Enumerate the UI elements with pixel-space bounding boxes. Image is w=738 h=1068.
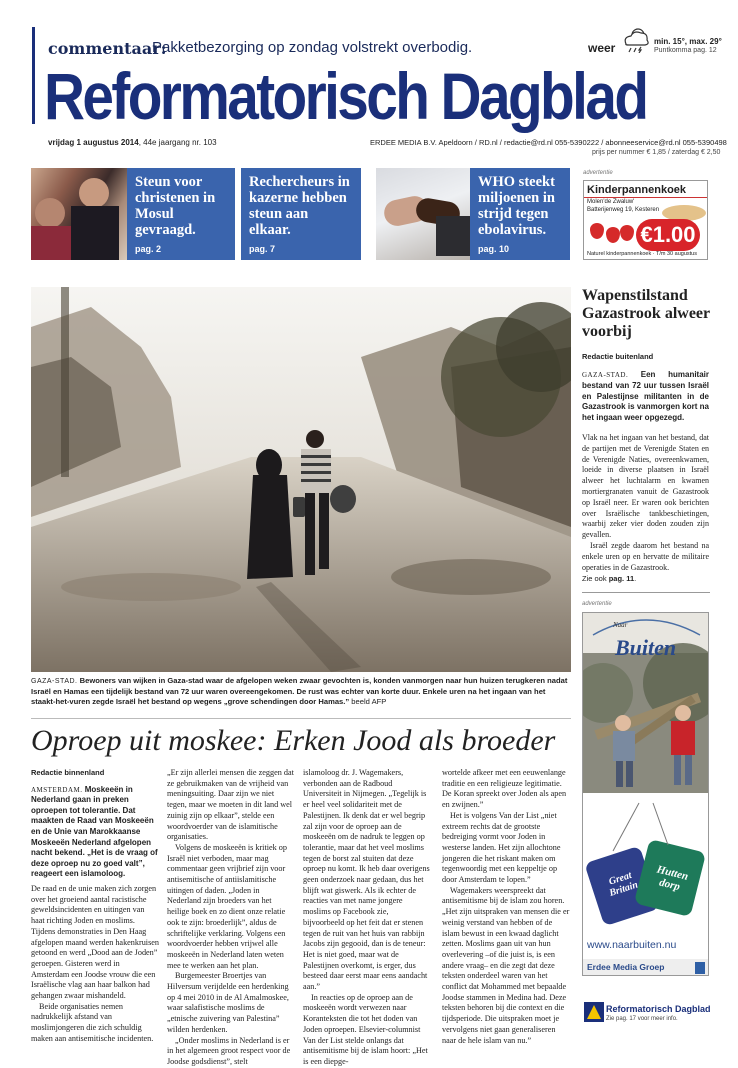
article-paragraph: Burgemeester Broertjes van Hilversum verijdelde een herdenking op 4 mei 2010 in de Al Amalmoskee, waar salafistische moslims de „etnische zuivering van Palestina” wilden herdenken. <box>167 971 289 1034</box>
weather-page-ref: Puntkomma pag. 12 <box>654 47 717 54</box>
ad-title: Kinderpannenkoek <box>587 184 687 196</box>
issue-date-line <box>48 138 217 147</box>
ad2-tag-great-britain: Great Britain <box>607 869 640 900</box>
main-dateline: AMSTERDAM. <box>31 785 83 794</box>
article-paragraph: Beide organisaties nemen nadrukkelijk afstand van moslimjongeren die zich schuldig maken aan antisemitische incidenten. <box>31 1001 154 1043</box>
ad-price-badge: €1.00 <box>636 219 700 251</box>
teaser-title: WHO steekt miljoenen in strijd tegen ebolavirus. <box>478 174 555 238</box>
masthead-accent-bar <box>32 27 35 60</box>
see-also-prefix: Zie ook <box>582 574 607 583</box>
teaser-title: Steun voor christenen in Mosul gevraagd. <box>135 174 216 238</box>
article-paragraph: „Er zijn allerlei mensen die zeggen dat ze gebruikmaken van de vrijheid van meningsuiting. Daar zijn we niet tegen, maar we moeten in dit land wel zuinig zijn op elkaar”, stelde een woordvoerder van de islamitische organisaties. <box>167 768 294 842</box>
naar-buiten-advertisement[interactable] <box>582 612 709 976</box>
strawberry-image <box>620 225 634 241</box>
main-article-lead <box>31 785 159 880</box>
ad2-logo-big: Buiten <box>615 635 677 660</box>
article-paragraph: Volgens de moskeeën is kritiek op Israël niet verboden, maar mag commentaar geen vrijbrief zijn voor antisemitische of antiislamitische uitingen of daden. „Joden in Nederland zijn broeders van het heilige boek en zo dient onze relatie ook te zijn: broederlijk”, aldus de schriftelijke verklaring. Volgens een woordvoerder hebben vrijwel alle moskeeën in Nederland laten weten mee te werken aan het plan. <box>167 842 287 970</box>
gaza-article-headline[interactable]: Wapenstilstand Gazastrook alweer voorbij <box>582 287 710 340</box>
weather-temperature: min. 15°, max. 29° <box>654 37 722 46</box>
issue-date: vrijdag 1 augustus 2014 <box>48 138 139 147</box>
gaza-paragraph: Vlak na het ingaan van het bestand, dat de partijen met de Verenigde Staten en de Verenigde Naties, overeenkwamen, loeide in diverse plaatsen in Israël alweer het luchtalarm en kwamen mortiergranaten vanuit de Gazastrook op Israël neer. Er waren ook berichten over Israëlische tankbeschietingen, waarbij zeker vier doden zouden zijn gevallen. <box>582 432 709 540</box>
gaza-article-byline: Redactie buitenland <box>582 352 654 361</box>
gaza-article-body <box>582 370 709 573</box>
teaser-photo-ebola[interactable] <box>376 168 470 260</box>
issue-edition: , 44e jaargang nr. 103 <box>138 138 217 147</box>
gaza-lead-text: Een humanitair bestand van 72 uur tussen Israël en Palestijnse militanten in de Gazastrook is vanmorgen kort na het ingaan weer opgezegd. <box>582 370 709 423</box>
ad-footer: Naturel kinderpannenkoek · T/m 30 augustus <box>587 251 697 257</box>
teaser-box-kazerne[interactable] <box>241 168 361 260</box>
footer-logo-subtitle: Zie pag. 17 voor meer info. <box>606 1016 678 1022</box>
strawberry-image <box>606 227 620 243</box>
main-article-headline[interactable]: Oproep uit moskee: Erken Jood als broeder <box>31 724 556 757</box>
weather-label: weer <box>588 41 616 55</box>
gaza-dateline: GAZA-STAD. <box>582 371 629 379</box>
article-paragraph: In reacties op de oproep aan de moskeeën wordt verwezen naar Koranteksten die tot het doden van Joden oproepen. Elsevier-columnist Van der List stelde onlangs dat antisemitisme bij de islam hoort: „Het is een diepge- <box>303 992 428 1066</box>
commentary-label: commentaar: <box>48 39 167 58</box>
main-article-column-2 <box>167 768 295 1068</box>
masthead-side-bar <box>32 60 35 124</box>
article-paragraph: wortelde afkeer met een eeuwenlange traditie en een religieuze legitimatie. De Koran spreekt over Joden als apen en zwijnen.” <box>442 768 567 810</box>
pancake-advertisement[interactable] <box>583 180 708 260</box>
column-divider <box>582 592 710 593</box>
gaza-paragraph: Israël zegde daarom het bestand na enkele uren op en hervatte de militaire operaties in de Gazastrook. <box>582 540 709 572</box>
hero-photo-caption <box>31 676 571 707</box>
main-article-column-4 <box>442 768 570 1046</box>
main-article-byline: Redactie binnenland <box>31 768 105 777</box>
section-divider <box>31 718 571 719</box>
teaser-title: Rechercheurs in kazerne hebben steun aan elkaar. <box>249 174 350 238</box>
ad2-website-link[interactable]: www.naarbuiten.nu <box>587 939 677 951</box>
teaser-photo-mosul[interactable] <box>31 168 127 260</box>
teaser-box-ebola[interactable] <box>470 168 570 260</box>
price-line: prijs per nummer € 1,85 / zaterdag € 2,50 <box>592 149 721 156</box>
article-paragraph: islamoloog dr. J. Wagemakers, verbonden aan de Radboud Universiteit in Nijmegen. „Tegelijk is er heel veel solidariteit met de Palestijnen. Ik denk dat er wel begrip zal zijn voor de oproep aan de moskeeën om de nadruk te leggen op tolerantie, maar dat het veel moslims tegen de borst zal stuiten dat deze oproep nu komt. Ik heb daar overigens geen onderzoek naar gedaan, dus het blijft wat giswerk. Als ik echter de reacties van met name jongere moslims op Facebook zie, bijvoorbeeld op het feit dat er stenen tegen de ruit van het huis van rabbijn Jacobs zijn gegooid, dan is de teneur: Het is niet goed, maar wat de Palestijnen overkomt, is erger, dus besteed daar eerst maar eens aandacht aan.” <box>303 768 430 992</box>
naar-buiten-ad-graphic <box>583 613 709 976</box>
article-paragraph: Het is volgens Van der List „niet extreem rechts dat de grootste bedreiging vormt voor Joden in westerse landen. Het zijn allochtone jongeren die het riskant maken om tegenwoordig met een keppeltje op door Amsterdam te lopen.” <box>442 810 561 885</box>
main-lead-text: Moskeeën in Nederland gaan in preken oproepen tot tolerantie. Dat maakten de Raad van Moskeeën en de Unie van Marokkaanse Moskeeën Nederland afgelopen nacht bekend. „Het is de vraag of deze oproep nu zo goed valt”, reageert een islamoloog. <box>31 784 158 879</box>
footer-logo-title: Reformatorisch Dagblad <box>606 1004 711 1014</box>
article-paragraph: „Onder moslims in Nederland is er in het algemeen groot respect voor de Joodse godsdienst”, stelt <box>167 1035 291 1066</box>
ad2-logo-small: Naar <box>613 621 628 629</box>
newspaper-masthead: Reformatorisch Dagblad <box>44 59 647 133</box>
strawberry-image <box>590 223 604 239</box>
see-also-page: pag. 11 <box>608 574 635 583</box>
commentary-teaser-link[interactable]: Pakketbezorging op zondag volstrekt overbodig. <box>152 39 473 56</box>
gaza-article-lead <box>582 370 709 424</box>
see-also-suffix: . <box>634 574 637 583</box>
teaser-page-ref: pag. 2 <box>135 244 162 254</box>
teaser-box-mosul[interactable] <box>127 168 235 260</box>
main-article-column-1 <box>31 768 159 1045</box>
rd-logo-icon <box>584 1002 604 1022</box>
teaser-page-ref: pag. 7 <box>249 244 276 254</box>
hero-photo-gaza[interactable] <box>31 287 571 672</box>
advertisement-label: advertentie <box>583 170 613 176</box>
article-paragraph: Wagemakers weerspreekt dat antisemitisme bij de islam zou horen. „Het zijn uitspraken van mensen die er weinig verstand van hebben of de islam bewust in een kwaad daglicht zetten. Moslims gaan uit van hun overlevering –of die juist is, is een andere vraag– en die zegt dat deze teksten onderdeel waren van het conflict dat Mohammed met bepaalde Joodse stammen in Medina had. Deze teksten behoren bij die context en die tijdsperiode. Die uitspraken moet je vervolgens niet gaan generaliseren naar de hele islam van nu.” <box>442 885 570 1045</box>
article-paragraph: De raad en de unie maken zich zorgen over het groeiend aantal racistische geweldsincidenten en uitingen van haat richting Joden en moslims. Tijdens demonstraties in Den Haag afgelopen maand werden hakenkruisen getoond en werd „Dood aan de Joden” geroepen. Gisteren werd in Amsterdam een Joodse vrouw die een Israëlische vlag aan haar balkon had gehangen zwaar mishandeld. <box>31 884 159 1001</box>
caption-dateline: GAZA-STAD. <box>31 678 78 685</box>
caption-text: Bewoners van wijken in Gaza-stad waar de afgelopen weken zwaar gevochten is, konden vanmorgen naar hun huizen terugkeren nadat Israël en Hamas een tijdelijk bestand van 72 uur waren overeengekomen. De rust was echter van korte duur. Enkele uren na het ingaan van het staakt-het-vuren zegde Israël het bestand op wegens „grove schendingen door Hamas.” <box>31 676 568 706</box>
gaza-see-also[interactable] <box>582 574 636 583</box>
teaser-page-ref: pag. 10 <box>478 244 510 254</box>
advertisement-label: advertentie <box>582 601 612 607</box>
photo-credit: beeld AFP <box>351 697 387 706</box>
main-article-column-3 <box>303 768 431 1068</box>
publisher-contact-line: ERDEE MEDIA B.V. Apeldoorn / RD.nl / redactie@rd.nl 055-5390222 / abonneeservice@rd.nl 055-5390498 <box>370 138 727 147</box>
ad-subtitle: Molen'de Zwaluw' <box>587 199 635 205</box>
ad-address: Batterijenweg 19, Kesteren <box>587 207 660 213</box>
gaza-street-scene <box>31 287 571 672</box>
ad2-company: Erdee Media Groep <box>587 962 665 972</box>
rain-cloud-icon <box>622 27 650 53</box>
ad2-tag-huttendorp: Hutten dorp <box>655 863 690 894</box>
